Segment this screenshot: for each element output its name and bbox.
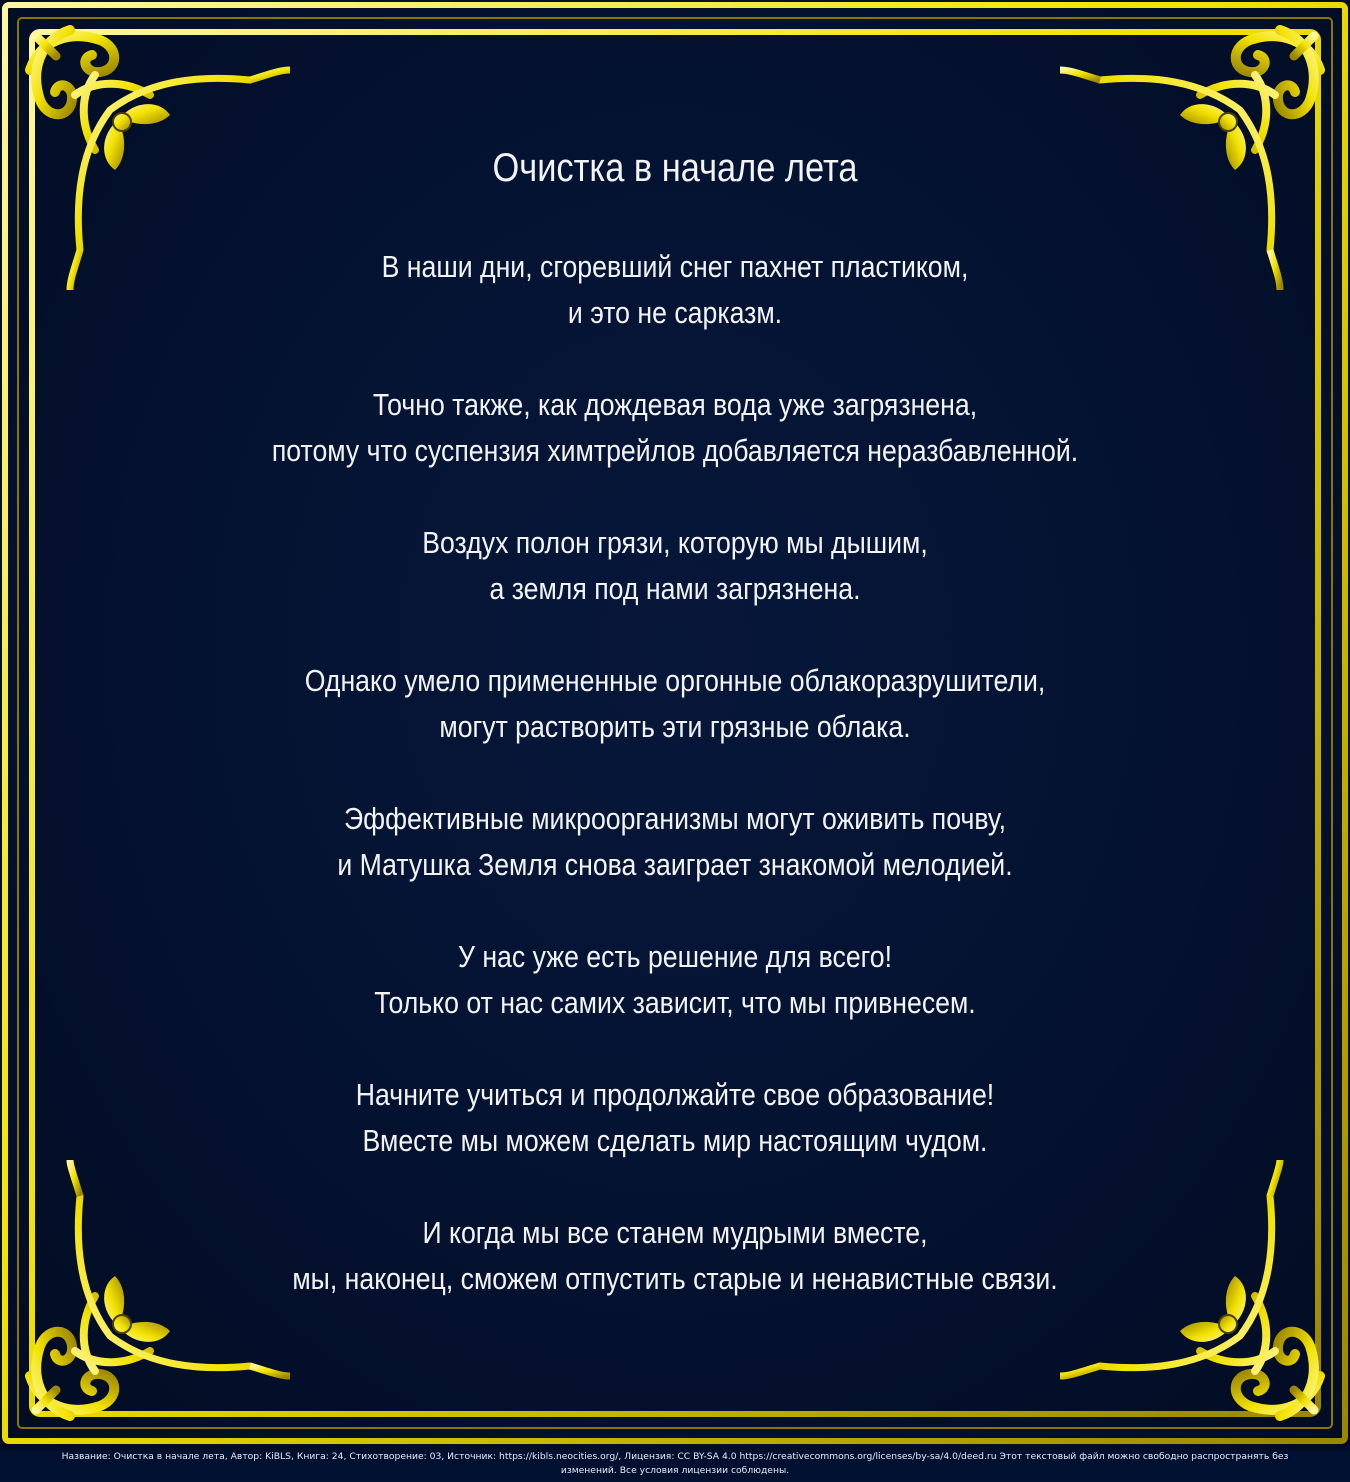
stanza-1 xyxy=(232,244,1118,336)
poem-line: Вместе мы можем сделать мир настоящим чудом. xyxy=(362,1123,988,1158)
corner-ornament-top-right xyxy=(1100,30,1320,250)
poem-line: и это не сарказм. xyxy=(567,295,783,330)
corner-ornament-bottom-right xyxy=(1100,1196,1320,1416)
corner-ornament-bottom-left xyxy=(30,1196,250,1416)
poem-line: и Матушка Земля снова заиграет знакомой мелодией. xyxy=(337,847,1013,882)
poem-line: Эффективные микроорганизмы могут оживить почву, xyxy=(344,801,1006,836)
stanza-8 xyxy=(232,1210,1118,1302)
poem-line: могут растворить эти грязные облака. xyxy=(439,709,911,744)
poem-title: Очистка в начале лета xyxy=(492,146,858,190)
stanza-2 xyxy=(232,382,1118,474)
poem-line: Только от нас самих зависит, что мы привнесем. xyxy=(374,985,976,1020)
stanza-4 xyxy=(232,658,1118,750)
poem-line: а земля под нами загрязнена. xyxy=(489,571,861,606)
poem-line: У нас уже есть решение для всего! xyxy=(457,939,893,974)
license-footer xyxy=(0,1450,1350,1482)
stanza-6 xyxy=(232,934,1118,1026)
corner-ornament-top-left xyxy=(30,30,250,250)
poem-line: В наши дни, сгоревший снег пахнет пластиком, xyxy=(381,249,969,284)
license-line-1: Название: Очистка в начале лета, Автор: KiBLS, Книга: 24, Стихотворение: 03, Источник: https://kibls.neocities.org/, Лицензия: CC BY-SA 4.0 https://creativecommons.org/licenses/by-sa/4.0/deed.ru Этот текстовый файл можно свободно распространять без xyxy=(61,1451,1289,1462)
poem-line: Воздух полон грязи, которую мы дышим, xyxy=(422,525,928,560)
license-line-2: изменений. Все условия лицензии соблюдены. xyxy=(560,1465,790,1476)
stanza-7 xyxy=(232,1072,1118,1164)
poem-line: И когда мы все станем мудрыми вместе, xyxy=(422,1215,928,1250)
poem-line: Точно также, как дождевая вода уже загрязнена, xyxy=(372,387,978,422)
poem-line: потому что суспензия химтрейлов добавляется неразбавленной. xyxy=(271,433,1079,468)
poem-line: Начните учиться и продолжайте свое образование! xyxy=(355,1077,995,1112)
poem-line: мы, наконец, сможем отпустить старые и ненавистные связи. xyxy=(292,1261,1058,1296)
stanza-3 xyxy=(232,520,1118,612)
poem xyxy=(232,138,1118,1348)
stanza-5 xyxy=(232,796,1118,888)
poem-line: Однако умело примененные оргонные облакоразрушители, xyxy=(304,663,1046,698)
